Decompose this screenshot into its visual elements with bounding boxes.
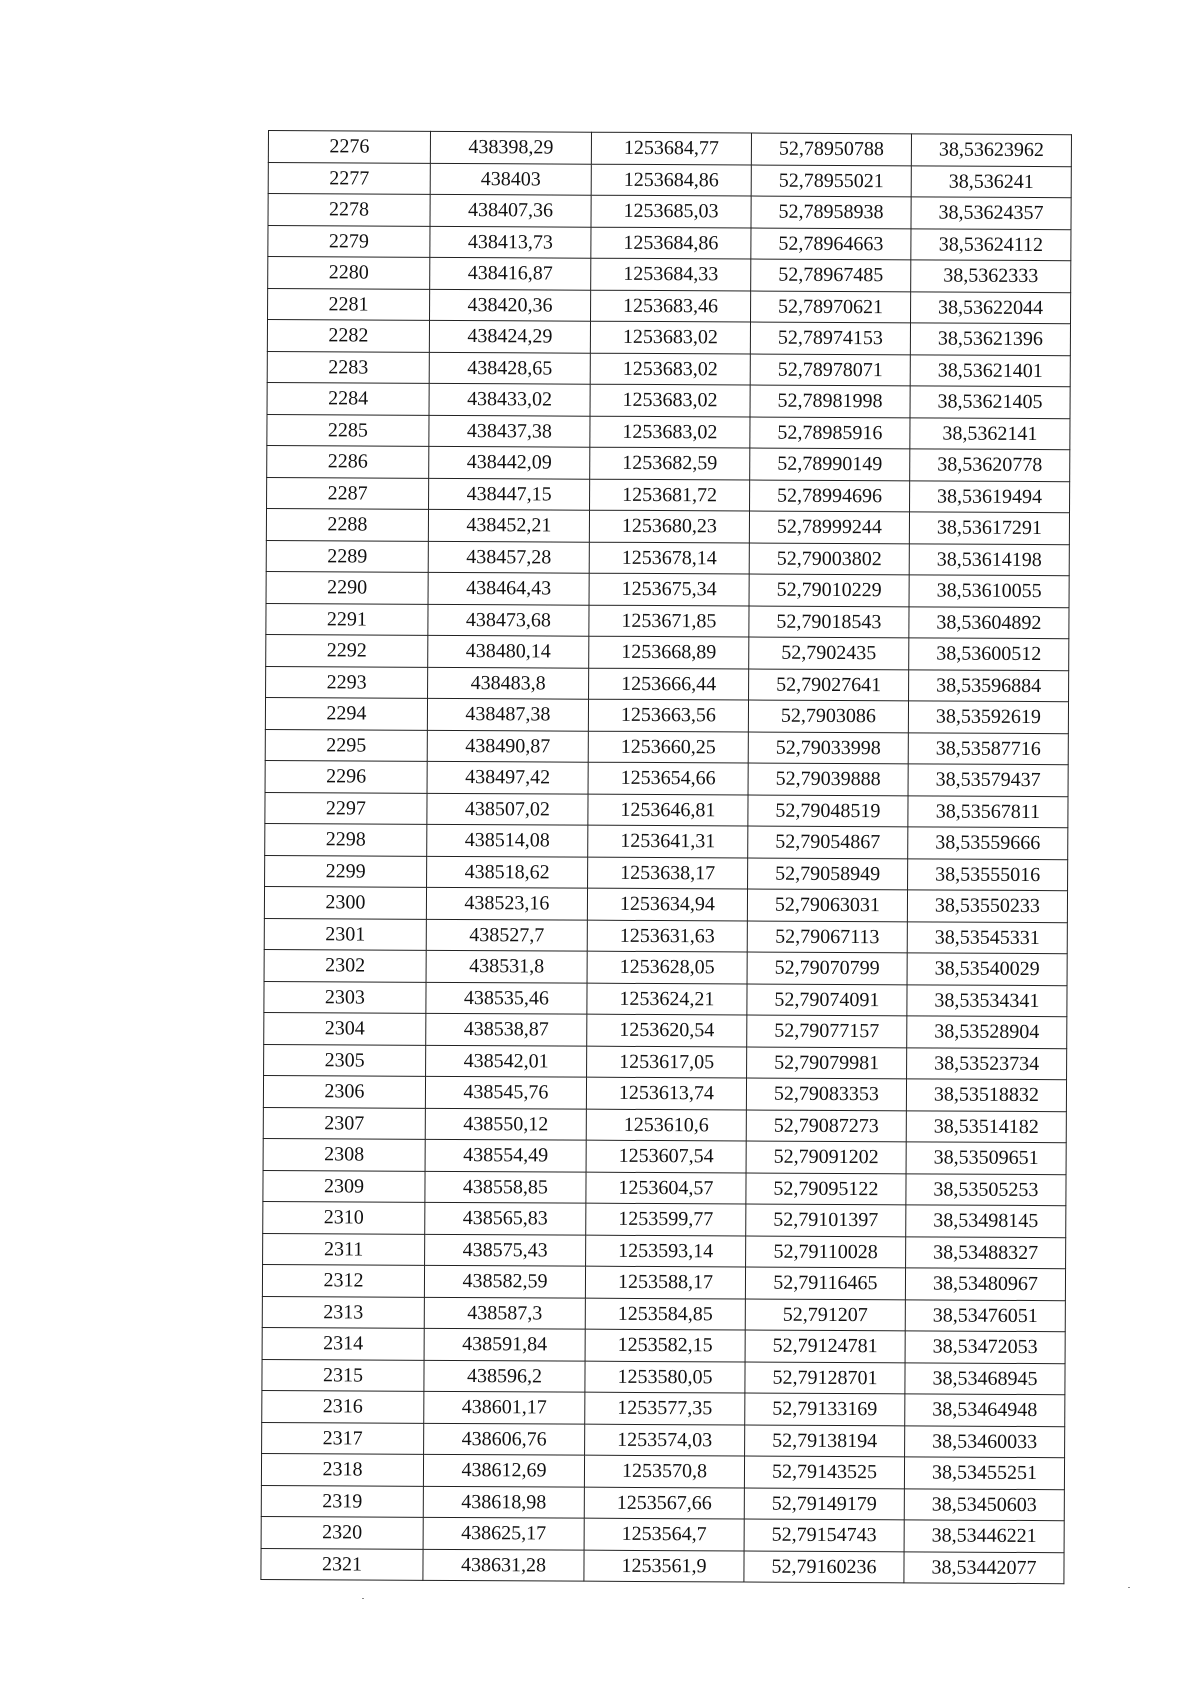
table-row bbox=[266, 634, 1069, 670]
y-coordinate-cell: 1253682,59 bbox=[590, 447, 750, 479]
y-coordinate-cell: 1253580,05 bbox=[585, 1361, 745, 1393]
longitude-cell: 38,53624357 bbox=[911, 197, 1071, 229]
y-coordinate-cell: 1253613,74 bbox=[586, 1077, 746, 1109]
point-number-cell: 2300 bbox=[264, 886, 426, 918]
table-row bbox=[262, 1327, 1065, 1363]
y-coordinate-cell: 1253668,89 bbox=[589, 636, 749, 668]
y-coordinate-cell: 1253684,77 bbox=[591, 132, 751, 164]
x-coordinate-cell: 438433,02 bbox=[429, 383, 590, 415]
table-row bbox=[264, 886, 1067, 922]
x-coordinate-cell: 438437,38 bbox=[429, 415, 590, 447]
table-row bbox=[266, 571, 1069, 607]
longitude-cell: 38,53621405 bbox=[910, 386, 1070, 418]
y-coordinate-cell: 1253683,46 bbox=[591, 290, 751, 322]
point-number-cell: 2313 bbox=[262, 1296, 424, 1328]
latitude-cell: 52,78958938 bbox=[751, 196, 911, 228]
latitude-cell: 52,78990149 bbox=[750, 448, 910, 480]
x-coordinate-cell: 438618,98 bbox=[423, 1486, 584, 1518]
coordinates-table-body bbox=[261, 131, 1072, 1584]
y-coordinate-cell: 1253683,02 bbox=[590, 384, 750, 416]
point-number-cell: 2283 bbox=[267, 351, 429, 383]
table-row bbox=[267, 445, 1070, 481]
latitude-cell: 52,79063031 bbox=[747, 889, 907, 921]
x-coordinate-cell: 438596,2 bbox=[424, 1360, 585, 1392]
x-coordinate-cell: 438542,01 bbox=[426, 1045, 587, 1077]
longitude-cell: 38,53622044 bbox=[910, 291, 1070, 323]
table-row bbox=[267, 351, 1070, 387]
table-row bbox=[268, 225, 1071, 261]
latitude-cell: 52,79133169 bbox=[745, 1393, 905, 1425]
longitude-cell: 38,53623962 bbox=[911, 134, 1071, 166]
point-number-cell: 2281 bbox=[268, 288, 430, 320]
longitude-cell: 38,53523734 bbox=[907, 1047, 1067, 1079]
x-coordinate-cell: 438514,08 bbox=[427, 824, 588, 856]
point-number-cell: 2296 bbox=[265, 760, 427, 792]
table-row bbox=[266, 540, 1069, 576]
longitude-cell: 38,53455251 bbox=[904, 1457, 1064, 1489]
table-row bbox=[263, 1075, 1066, 1111]
x-coordinate-cell: 438424,29 bbox=[429, 320, 590, 352]
longitude-cell: 38,53619494 bbox=[910, 480, 1070, 512]
table-row bbox=[264, 949, 1067, 985]
y-coordinate-cell: 1253641,31 bbox=[588, 825, 748, 857]
x-coordinate-cell: 438497,42 bbox=[427, 761, 588, 793]
x-coordinate-cell: 438413,73 bbox=[430, 226, 591, 258]
longitude-cell: 38,53559666 bbox=[908, 827, 1068, 859]
point-number-cell: 2293 bbox=[266, 666, 428, 698]
table-row bbox=[261, 1453, 1064, 1489]
x-coordinate-cell: 438545,76 bbox=[425, 1076, 586, 1108]
latitude-cell: 52,79067113 bbox=[747, 921, 907, 953]
y-coordinate-cell: 1253604,57 bbox=[586, 1172, 746, 1204]
table-row bbox=[268, 288, 1071, 324]
table-row bbox=[266, 508, 1069, 544]
latitude-cell: 52,79039888 bbox=[748, 763, 908, 795]
y-coordinate-cell: 1253671,85 bbox=[589, 605, 749, 637]
latitude-cell: 52,79048519 bbox=[748, 795, 908, 827]
table-row bbox=[263, 1107, 1066, 1143]
longitude-cell: 38,53534341 bbox=[907, 984, 1067, 1016]
latitude-cell: 52,79003802 bbox=[749, 543, 909, 575]
point-number-cell: 2279 bbox=[268, 225, 430, 257]
x-coordinate-cell: 438575,43 bbox=[425, 1234, 586, 1266]
point-number-cell: 2301 bbox=[264, 918, 426, 950]
x-coordinate-cell: 438452,21 bbox=[428, 509, 589, 541]
point-number-cell: 2276 bbox=[268, 131, 430, 163]
table-row bbox=[268, 194, 1071, 230]
longitude-cell: 38,53610055 bbox=[909, 575, 1069, 607]
x-coordinate-cell: 438612,69 bbox=[423, 1454, 584, 1486]
point-number-cell: 2290 bbox=[266, 571, 428, 603]
latitude-cell: 52,78970621 bbox=[751, 291, 911, 323]
y-coordinate-cell: 1253681,72 bbox=[590, 479, 750, 511]
scan-speck bbox=[1128, 1587, 1130, 1588]
point-number-cell: 2278 bbox=[268, 194, 430, 226]
x-coordinate-cell: 438447,15 bbox=[429, 478, 590, 510]
longitude-cell: 38,53528904 bbox=[907, 1016, 1067, 1048]
longitude-cell: 38,53472053 bbox=[905, 1331, 1065, 1363]
x-coordinate-cell: 438631,28 bbox=[423, 1549, 584, 1581]
x-coordinate-cell: 438442,09 bbox=[429, 446, 590, 478]
y-coordinate-cell: 1253638,17 bbox=[588, 857, 748, 889]
latitude-cell: 52,7902435 bbox=[749, 637, 909, 669]
y-coordinate-cell: 1253584,85 bbox=[585, 1298, 745, 1330]
longitude-cell: 38,53514182 bbox=[906, 1110, 1066, 1142]
y-coordinate-cell: 1253577,35 bbox=[585, 1392, 745, 1424]
x-coordinate-cell: 438587,3 bbox=[424, 1297, 585, 1329]
point-number-cell: 2318 bbox=[261, 1453, 423, 1485]
x-coordinate-cell: 438457,28 bbox=[428, 541, 589, 573]
table-row bbox=[265, 697, 1068, 733]
longitude-cell: 38,53540029 bbox=[907, 953, 1067, 985]
point-number-cell: 2307 bbox=[263, 1107, 425, 1139]
latitude-cell: 52,78974153 bbox=[750, 322, 910, 354]
y-coordinate-cell: 1253685,03 bbox=[591, 195, 751, 227]
latitude-cell: 52,79143525 bbox=[744, 1456, 904, 1488]
x-coordinate-cell: 438487,38 bbox=[427, 698, 588, 730]
y-coordinate-cell: 1253675,34 bbox=[589, 573, 749, 605]
y-coordinate-cell: 1253570,8 bbox=[584, 1455, 744, 1487]
point-number-cell: 2303 bbox=[264, 981, 426, 1013]
y-coordinate-cell: 1253593,14 bbox=[586, 1235, 746, 1267]
latitude-cell: 52,78999244 bbox=[749, 511, 909, 543]
x-coordinate-cell: 438464,43 bbox=[428, 572, 589, 604]
x-coordinate-cell: 438473,68 bbox=[428, 604, 589, 636]
latitude-cell: 52,79116465 bbox=[745, 1267, 905, 1299]
coordinates-table bbox=[260, 130, 1072, 1584]
latitude-cell: 52,78985916 bbox=[750, 417, 910, 449]
x-coordinate-cell: 438538,87 bbox=[426, 1013, 587, 1045]
point-number-cell: 2294 bbox=[265, 697, 427, 729]
y-coordinate-cell: 1253678,14 bbox=[589, 542, 749, 574]
y-coordinate-cell: 1253617,05 bbox=[587, 1046, 747, 1078]
table-row bbox=[261, 1548, 1064, 1584]
latitude-cell: 52,79087273 bbox=[746, 1110, 906, 1142]
y-coordinate-cell: 1253683,02 bbox=[590, 416, 750, 448]
longitude-cell: 38,53617291 bbox=[909, 512, 1069, 544]
x-coordinate-cell: 438558,85 bbox=[425, 1171, 586, 1203]
longitude-cell: 38,53587716 bbox=[908, 732, 1068, 764]
latitude-cell: 52,79128701 bbox=[745, 1362, 905, 1394]
latitude-cell: 52,79074091 bbox=[747, 984, 907, 1016]
x-coordinate-cell: 438507,02 bbox=[427, 793, 588, 825]
latitude-cell: 52,78950788 bbox=[751, 133, 911, 165]
point-number-cell: 2280 bbox=[268, 257, 430, 289]
x-coordinate-cell: 438420,36 bbox=[430, 289, 591, 321]
latitude-cell: 52,78964663 bbox=[751, 228, 911, 260]
x-coordinate-cell: 438490,87 bbox=[427, 730, 588, 762]
table-row bbox=[268, 131, 1071, 167]
point-number-cell: 2277 bbox=[268, 162, 430, 194]
longitude-cell: 38,53464948 bbox=[905, 1394, 1065, 1426]
point-number-cell: 2306 bbox=[263, 1075, 425, 1107]
table-row bbox=[267, 382, 1070, 418]
x-coordinate-cell: 438535,46 bbox=[426, 982, 587, 1014]
x-coordinate-cell: 438416,87 bbox=[430, 257, 591, 289]
x-coordinate-cell: 438480,14 bbox=[428, 635, 589, 667]
latitude-cell: 52,79054867 bbox=[748, 826, 908, 858]
y-coordinate-cell: 1253634,94 bbox=[587, 888, 747, 920]
longitude-cell: 38,53604892 bbox=[909, 606, 1069, 638]
longitude-cell: 38,53468945 bbox=[905, 1362, 1065, 1394]
y-coordinate-cell: 1253684,86 bbox=[591, 164, 751, 196]
x-coordinate-cell: 438483,8 bbox=[428, 667, 589, 699]
y-coordinate-cell: 1253564,7 bbox=[584, 1518, 744, 1550]
scan-speck bbox=[362, 1598, 364, 1599]
table-row bbox=[262, 1422, 1065, 1458]
latitude-cell: 52,79160236 bbox=[744, 1551, 904, 1583]
x-coordinate-cell: 438625,17 bbox=[423, 1517, 584, 1549]
longitude-cell: 38,53442077 bbox=[904, 1551, 1064, 1583]
y-coordinate-cell: 1253607,54 bbox=[586, 1140, 746, 1172]
point-number-cell: 2312 bbox=[262, 1264, 424, 1296]
table-row bbox=[262, 1296, 1065, 1332]
point-number-cell: 2298 bbox=[265, 823, 427, 855]
table-row bbox=[267, 477, 1070, 513]
x-coordinate-cell: 438398,29 bbox=[430, 131, 591, 163]
point-number-cell: 2288 bbox=[266, 508, 428, 540]
y-coordinate-cell: 1253588,17 bbox=[585, 1266, 745, 1298]
latitude-cell: 52,79027641 bbox=[749, 669, 909, 701]
point-number-cell: 2282 bbox=[267, 320, 429, 352]
table-row bbox=[261, 1485, 1064, 1521]
table-row bbox=[262, 1264, 1065, 1300]
y-coordinate-cell: 1253660,25 bbox=[588, 731, 748, 763]
longitude-cell: 38,53621401 bbox=[910, 354, 1070, 386]
latitude-cell: 52,79079981 bbox=[747, 1047, 907, 1079]
latitude-cell: 52,79110028 bbox=[746, 1236, 906, 1268]
longitude-cell: 38,53446221 bbox=[904, 1520, 1064, 1552]
y-coordinate-cell: 1253680,23 bbox=[589, 510, 749, 542]
latitude-cell: 52,79154743 bbox=[744, 1519, 904, 1551]
table-row bbox=[265, 792, 1068, 828]
y-coordinate-cell: 1253599,77 bbox=[586, 1203, 746, 1235]
point-number-cell: 2314 bbox=[262, 1327, 424, 1359]
point-number-cell: 2292 bbox=[266, 634, 428, 666]
y-coordinate-cell: 1253628,05 bbox=[587, 951, 747, 983]
latitude-cell: 52,79010229 bbox=[749, 574, 909, 606]
table-row bbox=[263, 1138, 1066, 1174]
point-number-cell: 2311 bbox=[263, 1233, 425, 1265]
longitude-cell: 38,53620778 bbox=[910, 449, 1070, 481]
longitude-cell: 38,5362333 bbox=[911, 260, 1071, 292]
table-row bbox=[266, 666, 1069, 702]
table-row bbox=[264, 1044, 1067, 1080]
x-coordinate-cell: 438531,8 bbox=[426, 950, 587, 982]
y-coordinate-cell: 1253561,9 bbox=[584, 1550, 744, 1582]
y-coordinate-cell: 1253582,15 bbox=[585, 1329, 745, 1361]
longitude-cell: 38,53567811 bbox=[908, 795, 1068, 827]
x-coordinate-cell: 438591,84 bbox=[424, 1328, 585, 1360]
x-coordinate-cell: 438565,83 bbox=[425, 1202, 586, 1234]
table-row bbox=[263, 1170, 1066, 1206]
table-row bbox=[264, 981, 1067, 1017]
point-number-cell: 2299 bbox=[265, 855, 427, 887]
table-row bbox=[263, 1233, 1066, 1269]
y-coordinate-cell: 1253631,63 bbox=[587, 920, 747, 952]
y-coordinate-cell: 1253610,6 bbox=[586, 1109, 746, 1141]
y-coordinate-cell: 1253574,03 bbox=[585, 1424, 745, 1456]
table-row bbox=[261, 1516, 1064, 1552]
longitude-cell: 38,53460033 bbox=[905, 1425, 1065, 1457]
latitude-cell: 52,79101397 bbox=[746, 1204, 906, 1236]
latitude-cell: 52,79149179 bbox=[744, 1488, 904, 1520]
y-coordinate-cell: 1253684,33 bbox=[591, 258, 751, 290]
longitude-cell: 38,53509651 bbox=[906, 1142, 1066, 1174]
y-coordinate-cell: 1253663,56 bbox=[588, 699, 748, 731]
table-row bbox=[262, 1359, 1065, 1395]
table-row bbox=[265, 823, 1068, 859]
x-coordinate-cell: 438523,16 bbox=[426, 887, 587, 919]
point-number-cell: 2289 bbox=[266, 540, 428, 572]
y-coordinate-cell: 1253620,54 bbox=[587, 1014, 747, 1046]
longitude-cell: 38,53450603 bbox=[904, 1488, 1064, 1520]
point-number-cell: 2308 bbox=[263, 1138, 425, 1170]
longitude-cell: 38,53518832 bbox=[906, 1079, 1066, 1111]
point-number-cell: 2287 bbox=[267, 477, 429, 509]
latitude-cell: 52,78978071 bbox=[750, 354, 910, 386]
x-coordinate-cell: 438428,65 bbox=[429, 352, 590, 384]
latitude-cell: 52,78955021 bbox=[751, 165, 911, 197]
longitude-cell: 38,53550233 bbox=[907, 890, 1067, 922]
table-row bbox=[268, 257, 1071, 293]
point-number-cell: 2305 bbox=[264, 1044, 426, 1076]
table-row bbox=[264, 918, 1067, 954]
x-coordinate-cell: 438527,7 bbox=[426, 919, 587, 951]
x-coordinate-cell: 438582,59 bbox=[424, 1265, 585, 1297]
latitude-cell: 52,79091202 bbox=[746, 1141, 906, 1173]
y-coordinate-cell: 1253654,66 bbox=[588, 762, 748, 794]
point-number-cell: 2320 bbox=[261, 1516, 423, 1548]
latitude-cell: 52,79095122 bbox=[746, 1173, 906, 1205]
y-coordinate-cell: 1253666,44 bbox=[589, 668, 749, 700]
longitude-cell: 38,53596884 bbox=[909, 669, 1069, 701]
table-row bbox=[265, 760, 1068, 796]
y-coordinate-cell: 1253683,02 bbox=[590, 321, 750, 353]
point-number-cell: 2304 bbox=[264, 1012, 426, 1044]
point-number-cell: 2297 bbox=[265, 792, 427, 824]
table-row bbox=[265, 729, 1068, 765]
point-number-cell: 2310 bbox=[263, 1201, 425, 1233]
latitude-cell: 52,78994696 bbox=[750, 480, 910, 512]
longitude-cell: 38,53480967 bbox=[905, 1268, 1065, 1300]
point-number-cell: 2284 bbox=[267, 382, 429, 414]
latitude-cell: 52,79018543 bbox=[749, 606, 909, 638]
point-number-cell: 2316 bbox=[262, 1390, 424, 1422]
longitude-cell: 38,53488327 bbox=[906, 1236, 1066, 1268]
table-row bbox=[265, 855, 1068, 891]
table-row bbox=[264, 1012, 1067, 1048]
table-row bbox=[262, 1390, 1065, 1426]
point-number-cell: 2321 bbox=[261, 1548, 423, 1580]
table-row bbox=[267, 414, 1070, 450]
longitude-cell: 38,53600512 bbox=[909, 638, 1069, 670]
longitude-cell: 38,53592619 bbox=[908, 701, 1068, 733]
y-coordinate-cell: 1253646,81 bbox=[588, 794, 748, 826]
latitude-cell: 52,78967485 bbox=[751, 259, 911, 291]
latitude-cell: 52,791207 bbox=[745, 1299, 905, 1331]
x-coordinate-cell: 438606,76 bbox=[424, 1423, 585, 1455]
x-coordinate-cell: 438550,12 bbox=[425, 1108, 586, 1140]
longitude-cell: 38,536241 bbox=[911, 165, 1071, 197]
table-row bbox=[263, 1201, 1066, 1237]
point-number-cell: 2315 bbox=[262, 1359, 424, 1391]
table-row bbox=[266, 603, 1069, 639]
longitude-cell: 38,53476051 bbox=[905, 1299, 1065, 1331]
longitude-cell: 38,53545331 bbox=[907, 921, 1067, 953]
longitude-cell: 38,53555016 bbox=[908, 858, 1068, 890]
point-number-cell: 2285 bbox=[267, 414, 429, 446]
point-number-cell: 2295 bbox=[265, 729, 427, 761]
latitude-cell: 52,79124781 bbox=[745, 1330, 905, 1362]
point-number-cell: 2309 bbox=[263, 1170, 425, 1202]
longitude-cell: 38,53579437 bbox=[908, 764, 1068, 796]
latitude-cell: 52,79077157 bbox=[747, 1015, 907, 1047]
y-coordinate-cell: 1253683,02 bbox=[590, 353, 750, 385]
point-number-cell: 2302 bbox=[264, 949, 426, 981]
longitude-cell: 38,53621396 bbox=[910, 323, 1070, 355]
y-coordinate-cell: 1253567,66 bbox=[584, 1487, 744, 1519]
x-coordinate-cell: 438403 bbox=[430, 163, 591, 195]
longitude-cell: 38,53624112 bbox=[911, 228, 1071, 260]
point-number-cell: 2317 bbox=[262, 1422, 424, 1454]
longitude-cell: 38,5362141 bbox=[910, 417, 1070, 449]
x-coordinate-cell: 438601,17 bbox=[424, 1391, 585, 1423]
point-number-cell: 2319 bbox=[261, 1485, 423, 1517]
x-coordinate-cell: 438518,62 bbox=[427, 856, 588, 888]
latitude-cell: 52,79058949 bbox=[748, 858, 908, 890]
latitude-cell: 52,79083353 bbox=[746, 1078, 906, 1110]
latitude-cell: 52,78981998 bbox=[750, 385, 910, 417]
y-coordinate-cell: 1253624,21 bbox=[587, 983, 747, 1015]
point-number-cell: 2286 bbox=[267, 445, 429, 477]
longitude-cell: 38,53498145 bbox=[906, 1205, 1066, 1237]
x-coordinate-cell: 438554,49 bbox=[425, 1139, 586, 1171]
table-row bbox=[267, 320, 1070, 356]
latitude-cell: 52,79138194 bbox=[745, 1425, 905, 1457]
latitude-cell: 52,79070799 bbox=[747, 952, 907, 984]
table-row bbox=[268, 162, 1071, 198]
x-coordinate-cell: 438407,36 bbox=[430, 194, 591, 226]
latitude-cell: 52,79033998 bbox=[748, 732, 908, 764]
y-coordinate-cell: 1253684,86 bbox=[591, 227, 751, 259]
longitude-cell: 38,53614198 bbox=[909, 543, 1069, 575]
latitude-cell: 52,7903086 bbox=[748, 700, 908, 732]
longitude-cell: 38,53505253 bbox=[906, 1173, 1066, 1205]
point-number-cell: 2291 bbox=[266, 603, 428, 635]
